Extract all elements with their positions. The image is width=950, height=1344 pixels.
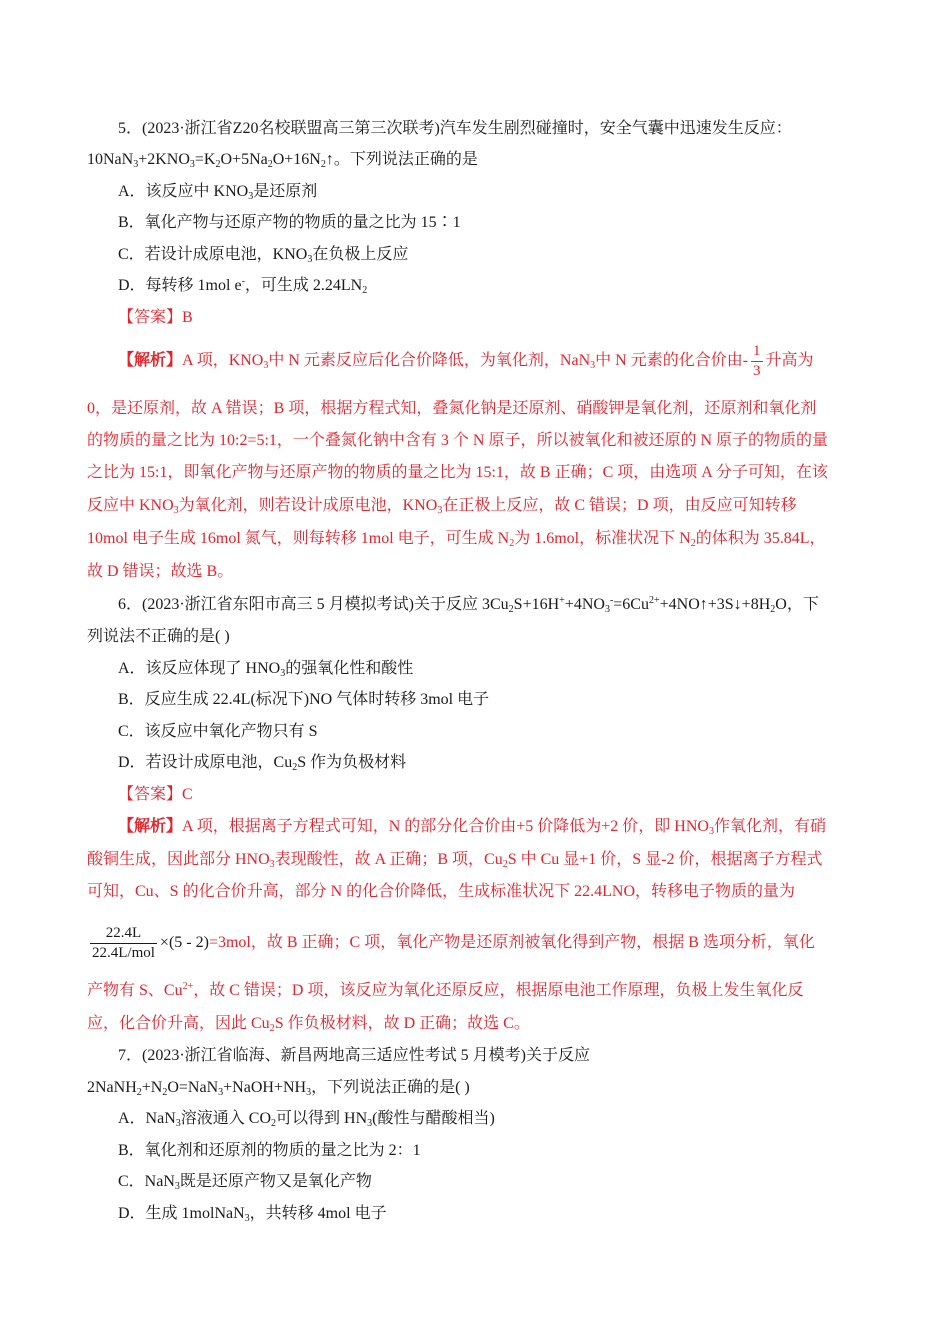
q6-stem-line2: 列说法不正确的是( )	[87, 628, 230, 645]
q6-option-a: A．该反应体现了 $HNO_3$的强氧化性和酸性	[118, 660, 414, 679]
q5-explanation-line3: 的物质的量之比为 10:2=5:1，一个叠氮化钠中含有 3 个 N 原子，所以被氧化和被还原的 N 原子的物质的量	[87, 432, 829, 449]
q5-stem-line2: $10NaN_3+2KNO_3=K_2O+5Na_2O+16N_2↑$。下列说法正确的是	[87, 151, 478, 170]
q6-option-b: B．反应生成 22.4L(标况下)NO 气体时转移 3mol 电子	[118, 691, 490, 708]
q5-explanation-line5: 反应中 $KNO_3$为氧化剂，则若设计成原电池，$KNO_3$在正极上反应，故 C 错误；D 项，由反应可知转移	[87, 497, 797, 516]
q5-explanation-line1: 【解析】A 项，$KNO_3$中 N 元素反应后化合价降低，为氧化剂，NaN$_3$中 N 元素的化合价由- $\frac{1}{3}$ 升高为	[118, 344, 814, 378]
q6-explanation-line3: 可知，Cu、S 的化合价升高，部分 N 的化合价降低，生成标准状况下 22.4LNO，转移电子物质的量为	[87, 883, 796, 900]
q6-explanation-line2: 酸铜生成，因此部分 $HNO_3$表现酸性，故 A 正确；B 项，$Cu_2S$ 中 Cu 显+1 价，S 显-2 价，根据离子方程式	[87, 851, 823, 870]
q6-option-d: D．若设计成原电池，$Cu_2S$ 作为负极材料	[118, 754, 407, 773]
q5-option-c: C．若设计成原电池，$KNO_3$在负极上反应	[118, 246, 409, 265]
q5-explanation-line6: 10mol 电子生成 16mol 氮气，则每转移 1mol 电子，可生成 $N_2$为 1.6mol，标准状况下 $N_2$的体积为 35.84L，	[87, 530, 826, 549]
q6-explanation-line4: $\frac{22.4L}{\text{22.4L/mol}}$ ×(5 - 2)=3mol，故 B 正确；C 项，氧化产物是还原剂被氧化得到产物，根据 B 选项分析，氧化	[92, 924, 815, 961]
fraction-moles: $\frac{22.4L}{\text{22.4L/mol}}$	[92, 924, 155, 961]
q5-explanation-line2: 0，是还原剂，故 A 错误；B 项，根据方程式知，叠氮化钠是还原剂、硝酸钾是氧化剂，还原剂和氧化剂	[87, 400, 817, 417]
q7-stem-line1: 7．(2023·浙江省临海、新昌两地高三适应性考试 5 月模考)关于反应	[118, 1047, 590, 1064]
q6-explanation-line1: 【解析】A 项，根据离子方程式可知，N 的部分化合价由+5 价降低为+2 价，即 $HNO_3$作氧化剂，有硝	[118, 818, 826, 837]
q5-stem-line1: 5．(2023·浙江省Z20名校联盟高三第三次联考)汽车发生剧烈碰撞时，安全气囊中迅速发生反应：	[118, 120, 792, 137]
q5-explanation-line7: 故 D 错误；故选 B。	[87, 563, 234, 580]
q5-option-a: A．该反应中 $KNO_3$是还原剂	[118, 183, 318, 202]
q5-explanation-line4: 之比为 15:1，即氧化产物与还原产物的物质的量之比为 15:1，故 B 正确；C 项，由选项 A 分子可知，在该	[87, 464, 828, 481]
fraction-one-third: $\frac{1}{3}$	[753, 344, 761, 378]
q7-option-a: A．NaN$_3$溶液通入 $CO_2$可以得到 $HN_3$(酸性与醋酸相当)	[118, 1110, 495, 1129]
q6-option-c: C．该反应中氧化产物只有 S	[118, 723, 318, 740]
q5-answer: 【答案】B	[118, 309, 193, 326]
q6-answer: 【答案】C	[118, 786, 193, 803]
q7-stem-line2: $2NaNH_2+N_2O=NaN_3+NaOH+NH_3$，下列说法正确的是( )	[87, 1079, 470, 1098]
q5-option-d: D．每转移 1mol e-，可生成 $2.24LN_2$	[118, 276, 368, 296]
q7-option-d: D．生成 1molNaN$_3$，共转移 4mol 电子	[118, 1205, 387, 1224]
q6-explanation-line6: 应，化合价升高，因此 $Cu_2S$ 作负极材料，故 D 正确；故选 C。	[87, 1015, 530, 1034]
q6-explanation-line5: 产物有 S、$Cu^{2+}$，故 C 错误；D 项，该反应为氧化还原反应，根据原电池工作原理，负极上发生氧化反	[87, 981, 804, 999]
q6-stem-line1: 6．(2023·浙江省东阳市高三 5 月模拟考试)关于反应 $3Cu_2S+16H^++4NO_3^-=6Cu^{2+}+4NO↑+3S↓+8H_2O$，下	[118, 595, 819, 615]
q7-option-c: C．NaN$_3$既是还原产物又是氧化产物	[118, 1173, 372, 1192]
q7-option-b: B．氧化剂和还原剂的物质的量之比为 2：1	[118, 1142, 421, 1159]
q5-option-b: B．氧化产物与还原产物的物质的量之比为 15∶1	[118, 214, 461, 231]
